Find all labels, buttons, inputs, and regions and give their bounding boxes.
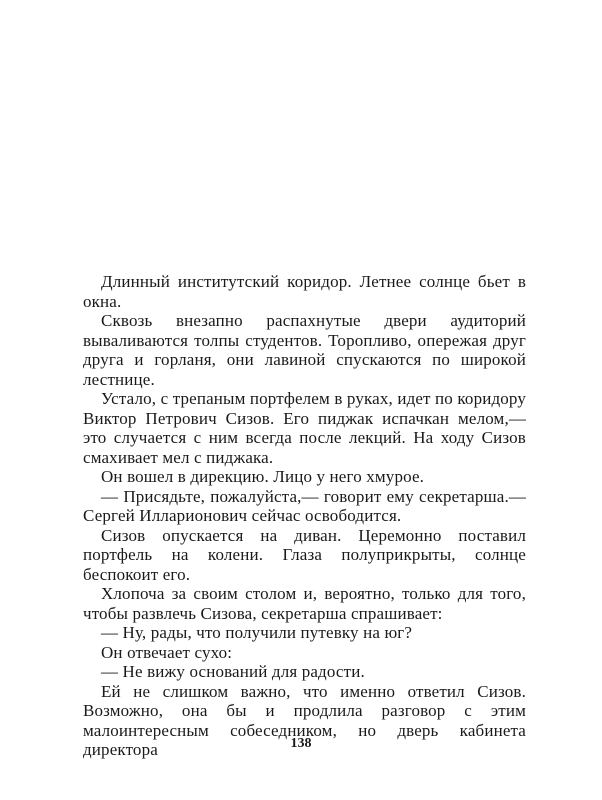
- paragraph: Устало, с трепаным портфелем в руках, идет по коридору Виктор Петрович Сизов. Его пиджак испачкан мелом,— это случается с ним всегда после лекций. На ходу Сизов смахивает мел с пиджака.: [83, 389, 526, 467]
- paragraph: Хлопоча за своим столом и, вероятно, только для того, чтобы развлечь Сизова, секретарша спрашивает:: [83, 584, 526, 623]
- paragraph: Он вошел в дирекцию. Лицо у него хмурое.: [101, 467, 425, 486]
- paragraph: — Присядьте, пожалуйста,— говорит ему секретарша.— Сергей Илларионович сейчас освободится.: [83, 486, 526, 525]
- paragraph: Длинный институтский коридор. Летнее солнце бьет в окна.: [83, 272, 526, 311]
- page-number: 138: [290, 736, 312, 751]
- paragraph: Ей не слишком важно, что именно ответил Сизов. Возможно, она бы и продлила разговор с этим малоинтересным собеседником, но дверь кабинета директора: [83, 681, 526, 759]
- paragraph: — Не вижу оснований для радости.: [101, 662, 365, 681]
- paragraph: Сизов опускается на диван. Церемонно поставил портфель на колени. Глаза полуприкрыты, солнце беспокоит его.: [83, 525, 526, 584]
- paragraph: — Ну, рады, что получили путевку на юг?: [101, 623, 413, 642]
- paragraph: Он отвечает сухо:: [101, 642, 233, 662]
- body-text: [83, 272, 526, 760]
- paragraph: Сквозь внезапно распахнутые двери аудиторий вываливаются толпы студентов. Торопливо, опережая друг друга и горланя, они лавиной спускаются по широкой лестнице.: [83, 311, 526, 389]
